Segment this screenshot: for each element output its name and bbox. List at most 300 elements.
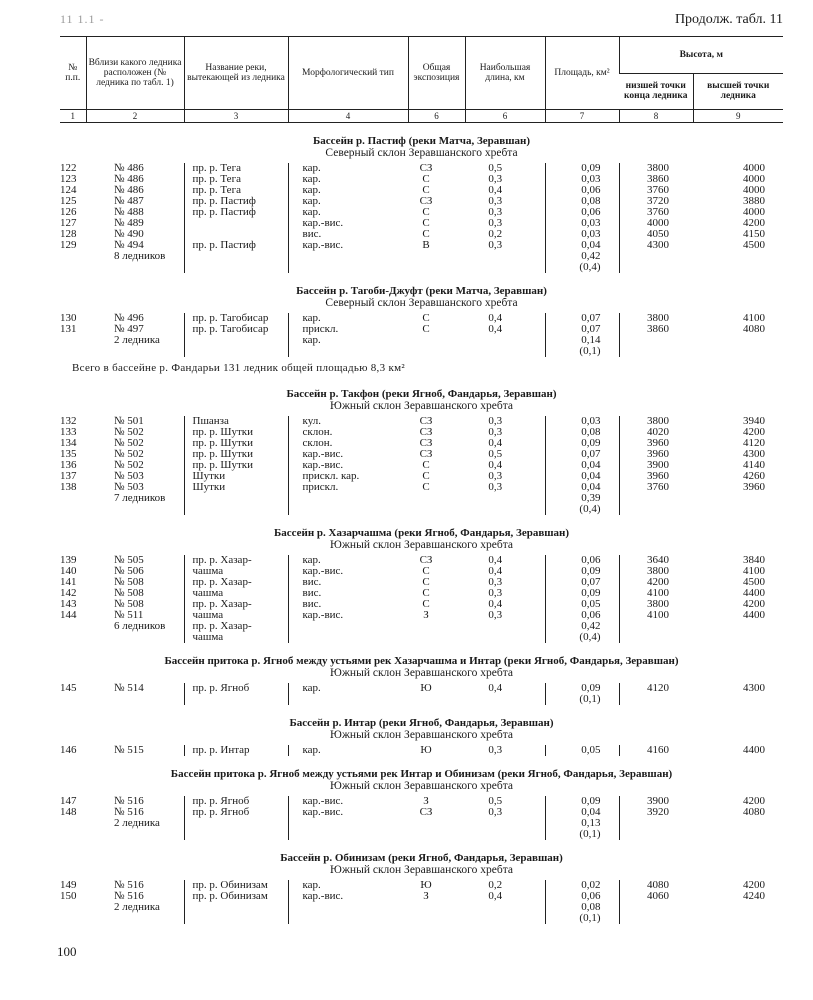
low-point: 3640 bbox=[619, 555, 693, 566]
high-point: 4400 bbox=[743, 588, 766, 599]
river-name bbox=[184, 346, 288, 357]
basin-title-row bbox=[60, 643, 783, 668]
high-point bbox=[693, 829, 783, 840]
low-point: 3800 bbox=[619, 416, 693, 427]
row-number: 125 bbox=[60, 196, 77, 207]
morph-type bbox=[288, 818, 408, 829]
table-row bbox=[60, 229, 783, 240]
glacier-ref bbox=[86, 346, 184, 357]
high-point bbox=[693, 251, 783, 262]
row-number: 140 bbox=[60, 566, 77, 577]
exposure: С bbox=[422, 313, 430, 324]
row-number: 138 bbox=[60, 482, 77, 493]
exposure bbox=[408, 829, 465, 840]
exposure: СЗ bbox=[419, 163, 433, 174]
glacier-ref: № 487 bbox=[114, 196, 144, 207]
river-name bbox=[184, 504, 288, 515]
max-length: 0,3 bbox=[488, 416, 503, 427]
slope-subtitle: Южный склон Зеравшанского хребта bbox=[330, 668, 513, 679]
low-point: 4100 bbox=[619, 588, 693, 599]
morph-type: кар. bbox=[288, 683, 408, 694]
exposure bbox=[408, 493, 465, 504]
max-length: 0,2 bbox=[488, 229, 503, 240]
page-number: 100 bbox=[57, 944, 77, 959]
morph-type bbox=[288, 829, 408, 840]
table-row bbox=[60, 196, 783, 207]
river-name: Шутки bbox=[184, 471, 288, 482]
area: 0,09 bbox=[545, 163, 619, 174]
table-row bbox=[60, 588, 783, 599]
area: 0,13 bbox=[545, 818, 619, 829]
exposure: СЗ bbox=[419, 555, 433, 566]
table-row bbox=[60, 251, 783, 262]
low-point bbox=[619, 335, 693, 346]
row-number bbox=[60, 829, 86, 840]
slope-subtitle: Северный склон Зеравшанского хребта bbox=[325, 148, 518, 159]
exposure: СЗ bbox=[419, 438, 433, 449]
morph-type: прискл. bbox=[288, 324, 408, 335]
exposure: СЗ bbox=[419, 807, 433, 818]
slope-subtitle-row bbox=[60, 401, 783, 416]
row-number bbox=[60, 493, 86, 504]
slope-subtitle: Южный склон Зеравшанского хребта bbox=[330, 401, 513, 412]
river-name: пр. р. Тега bbox=[184, 163, 288, 174]
row-number: 130 bbox=[60, 313, 77, 324]
row-number bbox=[60, 913, 86, 924]
glacier-ref: № 486 bbox=[114, 163, 144, 174]
row-number bbox=[60, 335, 86, 346]
table-row bbox=[60, 504, 783, 515]
glacier-ref: № 501 bbox=[114, 416, 144, 427]
table-row bbox=[60, 416, 783, 427]
max-length: 0,3 bbox=[488, 174, 503, 185]
exposure bbox=[408, 504, 465, 515]
river-name: пр. р. Хазар- bbox=[184, 555, 288, 566]
col-index: 1 bbox=[60, 110, 86, 123]
max-length: 0,5 bbox=[488, 796, 503, 807]
table-row bbox=[60, 694, 783, 705]
area: (0,4) bbox=[545, 504, 619, 515]
basin-title-row bbox=[60, 123, 783, 149]
glacier-ref: № 490 bbox=[114, 229, 144, 240]
table-row bbox=[60, 610, 783, 621]
table-row bbox=[60, 262, 783, 273]
basin-title: Бассейн р. Хазарчашма (реки Ягноб, Фандарья, Зеравшан) bbox=[273, 527, 570, 539]
low-point: 3760 bbox=[619, 185, 693, 196]
max-length bbox=[465, 913, 545, 924]
row-number: 122 bbox=[60, 163, 77, 174]
area: 0,03 bbox=[545, 174, 619, 185]
glacier-ref: № 486 bbox=[114, 174, 144, 185]
high-point bbox=[693, 913, 783, 924]
glacier-ref: № 489 bbox=[114, 218, 144, 229]
row-number: 134 bbox=[60, 438, 77, 449]
max-length bbox=[465, 335, 545, 346]
low-point: 4160 bbox=[619, 745, 693, 756]
area: 0,42 bbox=[545, 251, 619, 262]
table-row bbox=[60, 829, 783, 840]
exposure bbox=[408, 621, 465, 632]
basin-summary-row bbox=[60, 357, 783, 376]
area: 0,03 bbox=[545, 218, 619, 229]
morph-type bbox=[288, 493, 408, 504]
glacier-ref: 2 ледника bbox=[114, 335, 160, 346]
table-row bbox=[60, 807, 783, 818]
table-row bbox=[60, 335, 783, 346]
area: 0,09 bbox=[545, 683, 619, 694]
high-point: 4200 bbox=[743, 880, 766, 891]
high-point: 4400 bbox=[743, 745, 766, 756]
high-point bbox=[693, 632, 783, 643]
low-point bbox=[619, 829, 693, 840]
col-index: 4 bbox=[288, 110, 408, 123]
basin-title: Бассейн р. Тагоби-Джуфт (реки Матча, Зеравшан) bbox=[296, 285, 547, 297]
area: 0,03 bbox=[545, 229, 619, 240]
table-row bbox=[60, 438, 783, 449]
slope-subtitle: Южный склон Зеравшанского хребта bbox=[330, 781, 513, 792]
high-point: 4000 bbox=[743, 185, 766, 196]
glacier-ref: 6 ледников bbox=[114, 621, 166, 632]
exposure: С bbox=[422, 482, 430, 493]
exposure: С bbox=[422, 218, 430, 229]
morph-type: вис. bbox=[288, 599, 408, 610]
table-row bbox=[60, 163, 783, 174]
low-point: 3800 bbox=[619, 599, 693, 610]
slope-subtitle-row bbox=[60, 730, 783, 745]
glacier-ref bbox=[86, 262, 184, 273]
glacier-ref: № 508 bbox=[114, 599, 144, 610]
low-point bbox=[619, 632, 693, 643]
area: 0,06 bbox=[545, 185, 619, 196]
row-number: 123 bbox=[60, 174, 77, 185]
low-point: 4100 bbox=[619, 610, 693, 621]
area: 0,09 bbox=[545, 588, 619, 599]
low-point: 3900 bbox=[619, 796, 693, 807]
max-length: 0,3 bbox=[488, 207, 503, 218]
slope-subtitle: Южный склон Зеравшанского хребта bbox=[330, 865, 513, 876]
high-point bbox=[693, 493, 783, 504]
low-point bbox=[619, 818, 693, 829]
glacier-ref: № 486 bbox=[114, 185, 144, 196]
morph-type: вис. bbox=[288, 588, 408, 599]
area: 0,05 bbox=[545, 599, 619, 610]
row-number: 132 bbox=[60, 416, 77, 427]
exposure: В bbox=[422, 240, 430, 251]
slope-subtitle-row bbox=[60, 668, 783, 683]
basin-title-row bbox=[60, 376, 783, 401]
high-point: 4300 bbox=[743, 683, 766, 694]
table-row bbox=[60, 745, 783, 756]
max-length bbox=[465, 694, 545, 705]
table-row bbox=[60, 313, 783, 324]
river-name bbox=[184, 913, 288, 924]
max-length: 0,4 bbox=[488, 460, 503, 471]
max-length: 0,3 bbox=[488, 807, 503, 818]
river-name bbox=[184, 335, 288, 346]
table-row bbox=[60, 346, 783, 357]
glacier-ref: № 503 bbox=[114, 482, 144, 493]
basin-title-row bbox=[60, 705, 783, 730]
low-point: 4000 bbox=[619, 218, 693, 229]
area: 0,06 bbox=[545, 610, 619, 621]
morph-type bbox=[288, 632, 408, 643]
slope-subtitle: Северный склон Зеравшанского хребта bbox=[325, 298, 518, 309]
table-row bbox=[60, 621, 783, 632]
row-number bbox=[60, 346, 86, 357]
morph-type: кар.-вис. bbox=[288, 891, 408, 902]
low-point: 3760 bbox=[619, 207, 693, 218]
morph-type: склон. bbox=[288, 427, 408, 438]
morph-type: вис. bbox=[288, 577, 408, 588]
high-point bbox=[693, 818, 783, 829]
morph-type: кар. bbox=[288, 880, 408, 891]
high-point bbox=[693, 694, 783, 705]
high-point bbox=[693, 346, 783, 357]
max-length: 0,4 bbox=[488, 599, 503, 610]
area: 0,08 bbox=[545, 427, 619, 438]
table-row bbox=[60, 796, 783, 807]
col-index: 2 bbox=[86, 110, 184, 123]
row-number: 133 bbox=[60, 427, 77, 438]
row-number bbox=[60, 818, 86, 829]
max-length: 0,3 bbox=[488, 588, 503, 599]
continuation-label: Продолж. табл. 11 bbox=[674, 12, 783, 27]
row-number: 126 bbox=[60, 207, 77, 218]
col-index: 7 bbox=[545, 110, 619, 123]
row-number: 143 bbox=[60, 599, 77, 610]
glacier-ref bbox=[86, 829, 184, 840]
high-point bbox=[693, 504, 783, 515]
max-length: 0,3 bbox=[488, 745, 503, 756]
area: 0,09 bbox=[545, 566, 619, 577]
glacier-ref: 7 ледников bbox=[114, 493, 166, 504]
low-point: 4300 bbox=[619, 240, 693, 251]
river-name: пр. р. Пастиф bbox=[184, 240, 288, 251]
row-number: 142 bbox=[60, 588, 77, 599]
exposure: СЗ bbox=[419, 416, 433, 427]
glacier-ref bbox=[86, 694, 184, 705]
max-length: 0,3 bbox=[488, 577, 503, 588]
max-length: 0,3 bbox=[488, 471, 503, 482]
max-length: 0,4 bbox=[488, 566, 503, 577]
glacier-ref: № 502 bbox=[114, 460, 144, 471]
river-name: пр. р. Шутки bbox=[184, 460, 288, 471]
area: 0,06 bbox=[545, 891, 619, 902]
area: 0,07 bbox=[545, 449, 619, 460]
row-number: 131 bbox=[60, 324, 77, 335]
high-point: 4500 bbox=[743, 577, 766, 588]
area: 0,05 bbox=[545, 745, 619, 756]
glacier-ref: № 488 bbox=[114, 207, 144, 218]
low-point bbox=[619, 913, 693, 924]
low-point: 3720 bbox=[619, 196, 693, 207]
row-number: 150 bbox=[60, 891, 77, 902]
low-point: 4080 bbox=[619, 880, 693, 891]
basin-summary-note: Всего в бассейне р. Фандарьи 131 ледник общей площадью 8,3 км² bbox=[72, 362, 405, 374]
river-name bbox=[184, 829, 288, 840]
river-name bbox=[184, 694, 288, 705]
row-number: 127 bbox=[60, 218, 77, 229]
glacier-ref: № 511 bbox=[114, 610, 144, 621]
area: 0,14 bbox=[545, 335, 619, 346]
table-row bbox=[60, 482, 783, 493]
glacier-ref: № 494 bbox=[114, 240, 144, 251]
table-row bbox=[60, 240, 783, 251]
low-point bbox=[619, 694, 693, 705]
river-name: Пшанза bbox=[184, 416, 288, 427]
morph-type bbox=[288, 251, 408, 262]
river-name: пр. р. Шутки bbox=[184, 449, 288, 460]
exposure: С bbox=[422, 599, 430, 610]
exposure bbox=[408, 818, 465, 829]
glacier-ref: № 497 bbox=[114, 324, 144, 335]
high-point bbox=[693, 902, 783, 913]
slope-subtitle-row bbox=[60, 298, 783, 313]
morph-type: кар.-вис. bbox=[288, 807, 408, 818]
col-glacier-header: Вблизи какого ледника расположен (№ ледника по табл. 1) bbox=[86, 37, 184, 110]
exposure: Ю bbox=[420, 745, 432, 756]
river-name: пр. р. Шутки bbox=[184, 427, 288, 438]
river-name: пр. р. Ягноб bbox=[184, 796, 288, 807]
basin-title: Бассейн р. Пастиф (реки Матча, Зеравшан) bbox=[313, 135, 530, 147]
glacier-ref: № 505 bbox=[114, 555, 144, 566]
exposure: С bbox=[422, 471, 430, 482]
area: 0,07 bbox=[545, 313, 619, 324]
morph-type: кар.-вис. bbox=[288, 240, 408, 251]
table-row bbox=[60, 913, 783, 924]
morph-type: кар.-вис. bbox=[288, 218, 408, 229]
max-length: 0,3 bbox=[488, 482, 503, 493]
table-row bbox=[60, 427, 783, 438]
high-point: 4080 bbox=[743, 324, 766, 335]
low-point bbox=[619, 504, 693, 515]
row-number bbox=[60, 902, 86, 913]
low-point: 3900 bbox=[619, 460, 693, 471]
river-name: пр. р. Тагобисар bbox=[184, 313, 288, 324]
morph-type: кар. bbox=[288, 313, 408, 324]
morph-type: кар. bbox=[288, 207, 408, 218]
river-name: пр. р. Тега bbox=[184, 185, 288, 196]
max-length: 0,4 bbox=[488, 683, 503, 694]
high-point: 4000 bbox=[743, 174, 766, 185]
area: 0,06 bbox=[545, 555, 619, 566]
exposure bbox=[408, 913, 465, 924]
col-morph-header: Морфологический тип bbox=[288, 37, 408, 110]
river-name: пр. р. Тега bbox=[184, 174, 288, 185]
glacier-ref bbox=[86, 632, 184, 643]
river-name: пр. р. Ягноб bbox=[184, 807, 288, 818]
table-row bbox=[60, 902, 783, 913]
row-number: 124 bbox=[60, 185, 77, 196]
row-number bbox=[60, 694, 86, 705]
low-point bbox=[619, 493, 693, 504]
max-length: 0,3 bbox=[488, 218, 503, 229]
row-number: 144 bbox=[60, 610, 77, 621]
table-body bbox=[60, 123, 783, 925]
low-point bbox=[619, 346, 693, 357]
glacier-ref: № 508 bbox=[114, 577, 144, 588]
morph-type: кар.-вис. bbox=[288, 566, 408, 577]
high-point: 4120 bbox=[743, 438, 766, 449]
high-point: 3940 bbox=[743, 416, 766, 427]
exposure: СЗ bbox=[419, 449, 433, 460]
high-point: 4000 bbox=[743, 207, 766, 218]
high-point: 4200 bbox=[743, 599, 766, 610]
morph-type: кар. bbox=[288, 555, 408, 566]
low-point: 3920 bbox=[619, 807, 693, 818]
high-point: 4200 bbox=[743, 218, 766, 229]
glacier-ref: № 502 bbox=[114, 427, 144, 438]
col-index: 8 bbox=[619, 110, 693, 123]
exposure bbox=[408, 262, 465, 273]
glacier-ref: № 516 bbox=[114, 891, 144, 902]
glacier-ref: № 506 bbox=[114, 566, 144, 577]
low-point bbox=[619, 621, 693, 632]
exposure: С bbox=[422, 577, 430, 588]
glacier-ref: № 516 bbox=[114, 880, 144, 891]
max-length bbox=[465, 346, 545, 357]
table-row bbox=[60, 632, 783, 643]
row-number: 135 bbox=[60, 449, 77, 460]
area: 0,09 bbox=[545, 796, 619, 807]
col-exposure-header: Общая экспозиция bbox=[408, 37, 465, 110]
table-row bbox=[60, 599, 783, 610]
col-index: 3 bbox=[184, 110, 288, 123]
basin-title-row bbox=[60, 840, 783, 865]
max-length: 0,3 bbox=[488, 427, 503, 438]
river-name: чашма bbox=[184, 566, 288, 577]
area: 0,06 bbox=[545, 207, 619, 218]
table-row bbox=[60, 460, 783, 471]
col-height-header: Высота, м bbox=[619, 37, 783, 74]
row-number: 149 bbox=[60, 880, 77, 891]
exposure: С bbox=[422, 324, 430, 335]
exposure bbox=[408, 251, 465, 262]
col-river-header: Название реки, вытекающей из ледника bbox=[184, 37, 288, 110]
glacier-ref: 8 ледников bbox=[114, 251, 166, 262]
low-point: 4200 bbox=[619, 577, 693, 588]
max-length: 0,4 bbox=[488, 555, 503, 566]
glacier-table bbox=[60, 36, 783, 924]
morph-type bbox=[288, 346, 408, 357]
river-name: Шутки bbox=[184, 482, 288, 493]
high-point: 4150 bbox=[743, 229, 766, 240]
exposure: З bbox=[423, 891, 429, 902]
area: 0,04 bbox=[545, 482, 619, 493]
row-number: 148 bbox=[60, 807, 77, 818]
col-index: 6 bbox=[465, 110, 545, 123]
exposure: СЗ bbox=[419, 196, 433, 207]
table-row bbox=[60, 449, 783, 460]
morph-type bbox=[288, 913, 408, 924]
low-point: 3800 bbox=[619, 566, 693, 577]
table-row bbox=[60, 577, 783, 588]
area: 0,03 bbox=[545, 416, 619, 427]
morph-type: кар. bbox=[288, 185, 408, 196]
max-length: 0,4 bbox=[488, 313, 503, 324]
col-length-header: Наибольшая длина, км bbox=[465, 37, 545, 110]
table-row bbox=[60, 880, 783, 891]
morph-type: кар. bbox=[288, 335, 408, 346]
table-row bbox=[60, 471, 783, 482]
table-row bbox=[60, 207, 783, 218]
max-length: 0,5 bbox=[488, 163, 503, 174]
table-header bbox=[60, 37, 783, 123]
river-name bbox=[184, 902, 288, 913]
low-point bbox=[619, 251, 693, 262]
low-point: 3860 bbox=[619, 174, 693, 185]
low-point bbox=[619, 262, 693, 273]
